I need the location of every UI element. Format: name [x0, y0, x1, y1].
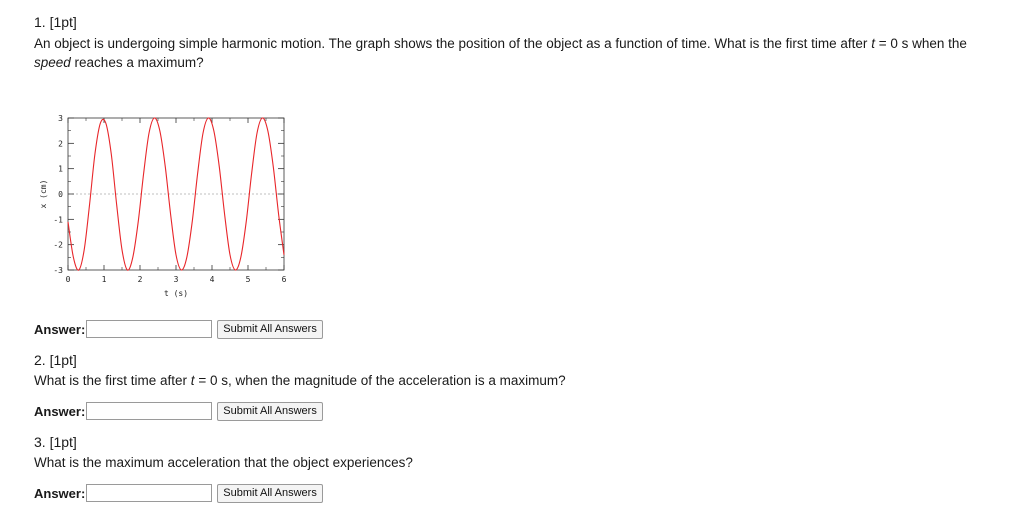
- y-tick-label: -1: [53, 215, 63, 225]
- answer-input-3[interactable]: [86, 484, 212, 502]
- question-2-text-part: = 0 s, when the magnitude of the acceleration is a maximum?: [194, 373, 566, 388]
- question-2-text: [34, 371, 1004, 390]
- answer-row-1: [34, 318, 323, 340]
- x-tick-label: 2: [137, 275, 143, 284]
- question-1: [34, 14, 1004, 72]
- question-1-text: [34, 34, 1004, 72]
- question-1-number: 1. [1pt]: [34, 14, 77, 30]
- submit-all-answers-button[interactable]: Submit All Answers: [217, 484, 323, 503]
- answer-row-2: [34, 400, 323, 422]
- x-tick-label: 3: [173, 275, 179, 284]
- question-3-text: [34, 453, 1004, 472]
- submit-all-answers-button[interactable]: Submit All Answers: [217, 320, 323, 339]
- answer-input-1[interactable]: [86, 320, 212, 338]
- submit-all-answers-button[interactable]: Submit All Answers: [217, 402, 323, 421]
- question-2-text-part: What is the first time after: [34, 373, 191, 388]
- question-3-number: 3. [1pt]: [34, 434, 77, 450]
- answer-label: Answer:: [34, 321, 86, 337]
- question-3-text-part: What is the maximum acceleration that the object experiences?: [34, 455, 413, 470]
- answer-row-3: [34, 482, 323, 504]
- question-2-number: 2. [1pt]: [34, 352, 77, 368]
- x-axis-label: t (s): [163, 289, 189, 298]
- x-tick-label: 0: [65, 275, 71, 284]
- question-1-var-t: t: [871, 36, 875, 51]
- x-tick-label: 1: [101, 275, 107, 284]
- question-1-emphasis-speed: speed: [34, 55, 71, 70]
- y-tick-label: 1: [58, 164, 63, 174]
- y-axis-label: x (cm): [39, 179, 48, 209]
- answer-label: Answer:: [34, 403, 86, 419]
- y-tick-label: 2: [58, 139, 63, 149]
- question-1-text-part: reaches a maximum?: [70, 55, 204, 70]
- answer-label: Answer:: [34, 485, 86, 501]
- y-tick-label: 0: [58, 190, 63, 199]
- question-3: [34, 434, 1004, 472]
- question-1-text-part: = 0 s when the: [874, 36, 967, 51]
- position-time-graph: [34, 106, 294, 306]
- x-tick-label: 6: [281, 275, 287, 284]
- y-tick-label: -2: [53, 240, 63, 250]
- question-2-var-t: t: [190, 373, 195, 388]
- question-2: [34, 352, 1004, 390]
- x-tick-label: 5: [245, 275, 251, 284]
- y-tick-label: -3: [53, 266, 63, 275]
- answer-input-2[interactable]: [86, 402, 212, 420]
- question-1-text-part: An object is undergoing simple harmonic motion. The graph shows the position of the object as a function of time. What is the first time after: [34, 36, 872, 51]
- x-tick-label: 4: [209, 275, 215, 284]
- y-tick-label: 3: [58, 114, 63, 123]
